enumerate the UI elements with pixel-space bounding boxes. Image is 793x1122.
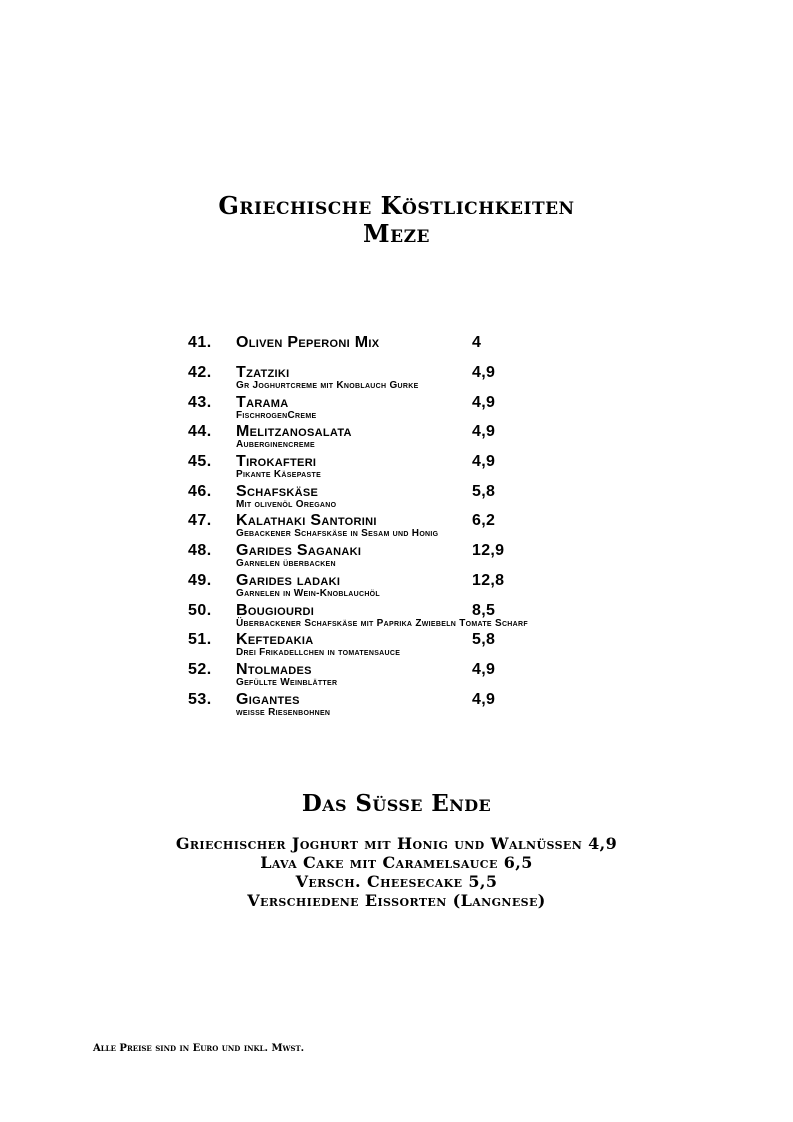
menu-item-price: 4,9 <box>472 453 496 471</box>
menu-item-price: 12,9 <box>472 542 505 560</box>
dessert-item: Versch. Cheesecake 5,5 <box>295 872 498 891</box>
page-title: Griechische Köstlichkeiten <box>218 191 575 220</box>
menu-item-description: Gebackener Schafskäse in Sesam und Honig <box>236 528 439 540</box>
menu-item-description: FischrogenCreme <box>236 409 317 421</box>
menu-item-number: 49. <box>188 571 212 589</box>
menu-item-number: 53. <box>188 690 212 708</box>
menu-item-description: Garnelen überbacken <box>236 558 336 570</box>
menu-item <box>188 630 748 660</box>
menu-item-price: 4,9 <box>472 393 496 411</box>
menu-item-price: 4,9 <box>472 364 496 381</box>
menu-item-price: 4,9 <box>472 660 496 678</box>
menu-item-description: Drei Frikadellchen in tomatensauce <box>236 647 401 659</box>
menu-item-price: 4,9 <box>472 690 496 708</box>
menu-item-name: Keftedakia <box>236 631 314 649</box>
menu-item <box>188 422 748 452</box>
menu-item-price: 5,8 <box>472 631 496 649</box>
menu-item-number: 50. <box>188 601 212 619</box>
dessert-section-title: Das Süsse Ende <box>301 790 492 817</box>
menu-item-name: Melitzanosalata <box>236 423 352 441</box>
menu-item-name: Tzatziki <box>236 364 290 381</box>
menu-item-description: Auberginencreme <box>236 439 316 451</box>
menu-item <box>188 690 748 720</box>
menu-item-price: 4,9 <box>472 423 496 441</box>
menu-item <box>188 601 748 631</box>
dessert-item: Griechischer Joghurt mit Honig und Walnüssen 4,9 <box>175 834 618 853</box>
menu-item-description: Überbackener Schafskäse mit Paprika Zwiebeln Tomate Scharf <box>236 617 528 629</box>
menu-item-name: Tarama <box>236 393 289 411</box>
meze-menu-list <box>188 333 748 719</box>
menu-item-description: weisse Riesenbohnen <box>236 706 331 718</box>
menu-item-price: 8,5 <box>472 601 496 619</box>
menu-item <box>188 452 748 482</box>
price-note-footer: Alle Preise sind in Euro und inkl. Mwst. <box>93 1043 305 1054</box>
menu-item-name: Oliven Peperoni Mix <box>236 334 380 351</box>
menu-item-number: 48. <box>188 542 212 560</box>
menu-item-number: 42. <box>188 364 212 381</box>
menu-item-price: 5,8 <box>472 482 496 500</box>
menu-item-number: 43. <box>188 393 212 411</box>
menu-item-name: Schafskäse <box>236 482 319 500</box>
menu-item-description: Gr Joghurtcreme mit Knoblauch Gurke <box>236 380 419 391</box>
menu-item-number: 52. <box>188 660 212 678</box>
page-subtitle: Meze <box>363 219 430 248</box>
dessert-list <box>0 834 793 910</box>
menu-item-name: Garides Saganaki <box>236 542 362 560</box>
menu-item-number: 47. <box>188 512 212 530</box>
menu-item-number: 51. <box>188 631 212 649</box>
menu-item <box>188 333 748 363</box>
menu-item <box>188 393 748 423</box>
menu-item <box>188 482 748 512</box>
menu-item <box>188 363 748 393</box>
menu-item-name: Bougiourdi <box>236 601 315 619</box>
dessert-item: Verschiedene Eissorten (Langnese) <box>247 891 546 910</box>
dessert-item: Lava Cake mit Caramelsauce 6,5 <box>260 853 533 872</box>
menu-item-number: 41. <box>188 334 212 351</box>
menu-item-name: Garides ladaki <box>236 571 341 589</box>
menu-item <box>188 541 748 571</box>
menu-item <box>188 660 748 690</box>
menu-item-name: Kalathaki Santorini <box>236 512 377 530</box>
menu-item-description: Gefüllte Weinblätter <box>236 676 338 688</box>
menu-item-number: 45. <box>188 453 212 471</box>
menu-item-price: 12,8 <box>472 571 505 589</box>
menu-item-number: 46. <box>188 482 212 500</box>
menu-item-description: Mit olivenöl Oregano <box>236 498 337 510</box>
menu-item-description: Pikante Käsepaste <box>236 469 322 481</box>
menu-item-name: Tirokafteri <box>236 453 317 471</box>
menu-item-description: Garnelen in Wein-Knoblauchöl <box>236 587 381 599</box>
menu-item-number: 44. <box>188 423 212 441</box>
menu-item-price: 6,2 <box>472 512 496 530</box>
menu-item-name: Gigantes <box>236 690 300 708</box>
menu-item-price: 4 <box>472 334 482 351</box>
menu-item <box>188 511 748 541</box>
menu-item-name: Ntolmades <box>236 660 312 678</box>
menu-item <box>188 571 748 601</box>
